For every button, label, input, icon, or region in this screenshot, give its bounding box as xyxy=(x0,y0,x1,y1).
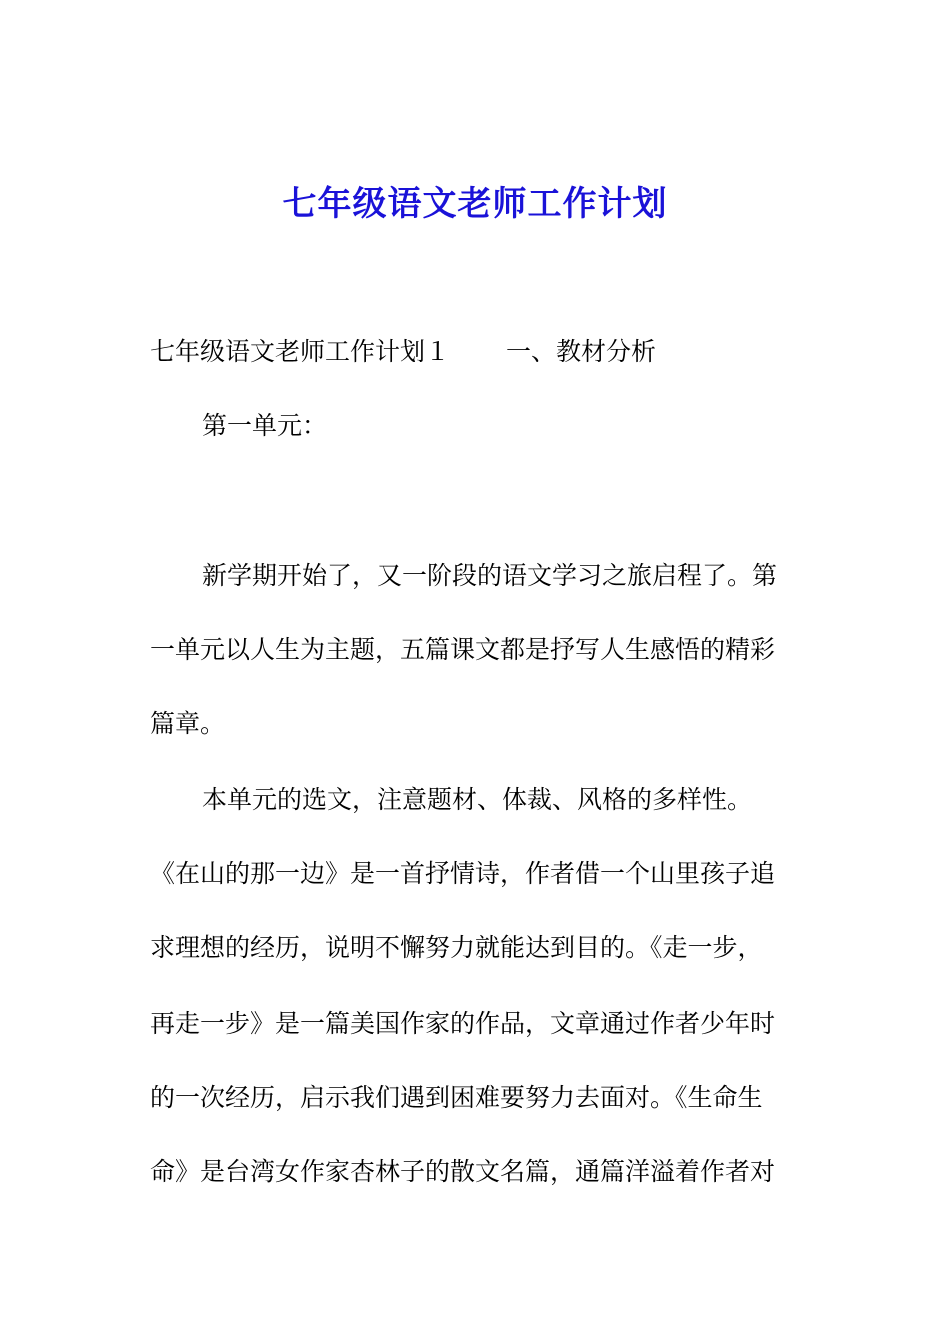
paragraph-1-line-3: 篇章。 xyxy=(150,709,226,738)
paragraph-2-line-6: 命》是台湾女作家杏林子的散文名篇，通篇洋溢着作者对 xyxy=(150,1157,776,1186)
unit-heading: 第一单元： xyxy=(202,411,328,440)
plan-heading: 七年级语文老师工作计划１ xyxy=(150,337,451,366)
section-heading: 一、教材分析 xyxy=(506,337,657,366)
paragraph-1-line-2: 一单元以人生为主题，五篇课文都是抒写人生感悟的精彩 xyxy=(150,635,776,664)
paragraph-2-line-5: 的一次经历，启示我们遇到困难要努力去面对。《生命生 xyxy=(150,1083,763,1112)
paragraph-2-line-3: 求理想的经历，说明不懈努力就能达到目的。《走一步， xyxy=(150,933,763,962)
paragraph-1-line-1: 新学期开始了，又一阶段的语文学习之旅启程了。第 xyxy=(202,561,778,590)
paragraph-2-line-2: 《在山的那一边》是一首抒情诗，作者借一个山里孩子追 xyxy=(150,859,776,888)
subtitle-line xyxy=(150,334,656,370)
paragraph-2-line-1: 本单元的选文，注意题材、体裁、风格的多样性。 xyxy=(202,785,753,814)
document-title: 七年级语文老师工作计划 xyxy=(282,184,668,224)
paragraph-2-line-4: 再走一步》是一篇美国作家的作品，文章通过作者少年时 xyxy=(150,1009,776,1038)
